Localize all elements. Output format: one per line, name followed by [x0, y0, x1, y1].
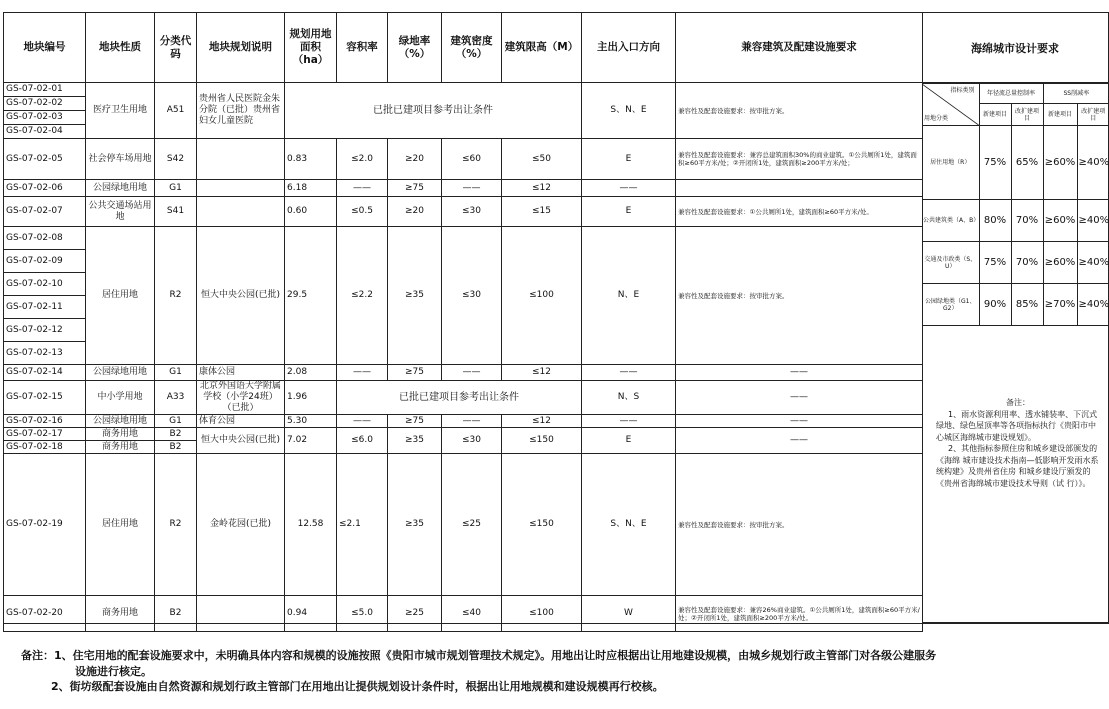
plot-id: GS-07-02-15 — [4, 381, 86, 415]
plot-nature: 公园绿地用地 — [86, 365, 155, 381]
sponge-notes — [936, 397, 1100, 489]
header-row — [4, 13, 923, 83]
plot-area: 12.58 — [285, 454, 337, 596]
approved-merged-cell: 已批已建项目参考出让条件 — [285, 83, 582, 139]
plot-code: G1 — [155, 415, 197, 428]
plot-area: 0.94 — [285, 596, 337, 632]
plot-desc — [197, 139, 285, 180]
sponge-value: 75% — [979, 242, 1011, 284]
plot-far: —— — [337, 415, 388, 428]
plot-far: ≤2.0 — [337, 139, 388, 180]
sponge-value: ≥60% — [1043, 126, 1077, 200]
new-project-header: 新建项目 — [979, 104, 1011, 126]
col-header: 主出入口方向 — [582, 13, 676, 83]
plot-id: GS-07-02-05 — [4, 139, 86, 180]
plot-code: G1 — [155, 365, 197, 381]
plot-id: GS-07-02-19 — [4, 454, 86, 596]
sponge-row-label: 居住用地（R） — [922, 126, 979, 200]
plot-far: ≤2.2 — [337, 227, 388, 365]
plot-compat — [676, 180, 923, 197]
sponge-row — [922, 200, 1109, 242]
plot-direction: —— — [582, 365, 676, 381]
table-row — [4, 83, 923, 97]
plot-id: GS-07-02-07 — [4, 197, 86, 227]
indicator-label: 指标类别 — [950, 87, 975, 94]
plot-height: ≤100 — [502, 227, 582, 365]
plot-id: GS-07-02-20 — [4, 596, 86, 632]
table-row — [4, 381, 923, 415]
approved-merged-cell: 已批已建项目参考出让条件 — [337, 381, 582, 415]
col-header: 地块规划说明 — [197, 13, 285, 83]
plot-desc — [197, 180, 285, 197]
plot-far: —— — [337, 180, 388, 197]
sponge-row — [922, 242, 1109, 284]
sponge-row-label: 公共建筑类（A、B） — [922, 200, 979, 242]
plot-density: ≤30 — [442, 227, 502, 365]
plot-direction: —— — [582, 415, 676, 428]
plot-far: —— — [337, 365, 388, 381]
plot-density: ≤25 — [442, 454, 502, 596]
plot-compat: 兼容性及配套设施要求：①公共厕所1处，建筑面积≥60平方米/处。 — [676, 197, 923, 227]
table-row — [4, 139, 923, 180]
plot-id: GS-07-02-17 — [4, 428, 86, 441]
plot-nature: 社会停车场用地 — [86, 139, 155, 180]
diagonal-header-cell — [922, 84, 979, 126]
plot-nature: 中小学用地 — [86, 381, 155, 415]
plot-compat: —— — [676, 365, 923, 381]
plot-id: GS-07-02-11 — [4, 296, 86, 319]
plot-direction: S、N、E — [582, 454, 676, 596]
plot-far: ≤0.5 — [337, 197, 388, 227]
table-row — [4, 180, 923, 197]
sponge-value: 65% — [1011, 126, 1043, 200]
sponge-value: ≥70% — [1043, 284, 1077, 326]
plot-area: 1.96 — [285, 381, 337, 415]
ss-header: SS削减率 — [1043, 84, 1109, 104]
col-header: 建筑限高（M） — [502, 13, 582, 83]
plot-id: GS-07-02-01 — [4, 83, 86, 97]
plot-nature: 商务用地 — [86, 428, 155, 441]
plot-height: ≤50 — [502, 139, 582, 180]
plot-green: ≥20 — [388, 197, 442, 227]
sponge-header-row — [922, 84, 1109, 104]
plot-area: 6.18 — [285, 180, 337, 197]
plot-compat: 兼容性及配套设施要求：按审批方案。 — [676, 454, 923, 596]
plot-area: 5.30 — [285, 415, 337, 428]
plot-area: 0.83 — [285, 139, 337, 180]
plot-area: 2.08 — [285, 365, 337, 381]
plot-compat: —— — [676, 428, 923, 454]
plot-green: ≥35 — [388, 227, 442, 365]
plot-area: 29.5 — [285, 227, 337, 365]
plot-id: GS-07-02-10 — [4, 273, 86, 296]
plot-direction: N、E — [582, 227, 676, 365]
plot-nature: 医疗卫生用地 — [86, 83, 155, 139]
plot-id: GS-07-02-13 — [4, 342, 86, 365]
plot-far: ≤5.0 — [337, 596, 388, 632]
plot-direction: E — [582, 139, 676, 180]
plot-area: 7.02 — [285, 428, 337, 454]
plot-id: GS-07-02-18 — [4, 441, 86, 454]
plot-compat: 兼容性及配套设施要求：兼容26%商业建筑。①公共厕所1处，建筑面积≥60平方米/处；②开闭所1处，建筑面积≥200平方米/处。 — [676, 596, 923, 632]
table-row — [4, 365, 923, 381]
sponge-value: ≥60% — [1043, 242, 1077, 284]
sponge-value: 70% — [1011, 242, 1043, 284]
plot-density: ≤30 — [442, 428, 502, 454]
plot-desc: 金岭花园(已批) — [197, 454, 285, 596]
plot-desc: 贵州省人民医院金朱分院（已批）贵州省妇女儿童医院 — [197, 83, 285, 139]
plot-compat: —— — [676, 415, 923, 428]
plot-id: GS-07-02-06 — [4, 180, 86, 197]
plot-nature: 公共交通场站用地 — [86, 197, 155, 227]
plot-id: GS-07-02-14 — [4, 365, 86, 381]
plot-compat: 兼容性及配套设施要求：按审批方案。 — [676, 227, 923, 365]
sponge-note-2: 2、其他指标参照住房和城乡建设部颁发的《海绵 城市建设技术指南—低影响开发雨水系统构建》及贵州省住房 和城乡建设厅颁发的《贵州省海绵城市建设技术导则（试 行）》。 — [936, 444, 1099, 488]
plot-code: S42 — [155, 139, 197, 180]
note-line-1: 备注：1、住宅用地的配套设施要求中，未明确具体内容和规模的设施按照《贵阳市城市规划管理技术规定》。用地出让时应根据出让用地建设规模，由城乡规划行政主管部门对各级公建服务 — [21, 649, 937, 662]
sponge-value: 85% — [1011, 284, 1043, 326]
plot-density: ≤30 — [442, 197, 502, 227]
plot-direction: W — [582, 596, 676, 632]
plot-code: B2 — [155, 441, 197, 454]
plot-compat: —— — [676, 381, 923, 415]
plot-density: ≤40 — [442, 596, 502, 632]
plot-far: ≤2.1 — [337, 454, 388, 596]
table-row — [4, 415, 923, 428]
sponge-row-label: 公园绿地类（G1、G2） — [922, 284, 979, 326]
col-header: 规划用地面积（ha） — [285, 13, 337, 83]
plot-code: B2 — [155, 428, 197, 441]
plot-code: A51 — [155, 83, 197, 139]
plot-green: ≥75 — [388, 365, 442, 381]
sponge-row — [922, 284, 1109, 326]
plot-id: GS-07-02-02 — [4, 97, 86, 111]
plot-green: ≥25 — [388, 596, 442, 632]
plot-desc: 体育公园 — [197, 415, 285, 428]
sponge-title: 海绵城市设计要求 — [922, 13, 1108, 83]
plot-compat: 兼容性及配套设施要求：按审批方案。 — [676, 83, 923, 139]
plot-density: ≤60 — [442, 139, 502, 180]
plot-direction: S、N、E — [582, 83, 676, 139]
plot-direction: E — [582, 197, 676, 227]
plot-id: GS-07-02-03 — [4, 111, 86, 125]
plot-desc: 恒大中央公园(已批) — [197, 428, 285, 454]
runoff-header: 年径流总量控制率 — [979, 84, 1043, 104]
plot-code: A33 — [155, 381, 197, 415]
plot-direction: N、S — [582, 381, 676, 415]
plot-desc: 北京外国语大学附属学校（小学24班）（已批） — [197, 381, 285, 415]
plot-density: —— — [442, 365, 502, 381]
plot-code: S41 — [155, 197, 197, 227]
table-row — [4, 197, 923, 227]
plot-density: —— — [442, 415, 502, 428]
plot-nature: 公园绿地用地 — [86, 180, 155, 197]
plot-code: R2 — [155, 454, 197, 596]
plot-green: ≥35 — [388, 428, 442, 454]
col-header: 地块性质 — [86, 13, 155, 83]
note-line-2: 设施进行核定。 — [75, 664, 152, 678]
plot-desc: 康体公园 — [197, 365, 285, 381]
plot-code: R2 — [155, 227, 197, 365]
retrofit-header: 改扩建项目 — [1011, 104, 1043, 126]
table-row — [4, 428, 923, 441]
retrofit-header: 改扩建项目 — [1077, 104, 1109, 126]
sponge-city-panel — [922, 12, 1109, 623]
plot-green: ≥75 — [388, 180, 442, 197]
sponge-value: ≥40% — [1077, 284, 1109, 326]
plot-green: ≥35 — [388, 454, 442, 596]
table-row — [4, 454, 923, 596]
sponge-value: 80% — [979, 200, 1011, 242]
plot-id: GS-07-02-16 — [4, 415, 86, 428]
plot-green: ≥75 — [388, 415, 442, 428]
landuse-label: 用地分类 — [924, 115, 949, 122]
sponge-value: ≥40% — [1077, 126, 1109, 200]
col-header: 地块编号 — [4, 13, 86, 83]
plot-id: GS-07-02-09 — [4, 250, 86, 273]
plot-height: ≤12 — [502, 365, 582, 381]
sponge-row — [922, 126, 1109, 200]
plot-height: ≤150 — [502, 454, 582, 596]
sponge-value: ≥60% — [1043, 200, 1077, 242]
plot-far: ≤6.0 — [337, 428, 388, 454]
plot-height: ≤12 — [502, 415, 582, 428]
col-header: 建筑密度（%） — [442, 13, 502, 83]
plot-height: ≤100 — [502, 596, 582, 632]
sponge-value: 75% — [979, 126, 1011, 200]
new-project-header: 新建项目 — [1043, 104, 1077, 126]
land-plot-table — [3, 12, 923, 632]
sponge-value: 70% — [1011, 200, 1043, 242]
sponge-table — [922, 83, 1109, 326]
plot-nature: 公园绿地用地 — [86, 415, 155, 428]
plot-height: ≤12 — [502, 180, 582, 197]
col-header: 容积率 — [337, 13, 388, 83]
plot-height: ≤15 — [502, 197, 582, 227]
sponge-note-title: 备注： — [1006, 398, 1030, 407]
bottom-notes — [3, 623, 1109, 709]
plot-nature: 居住用地 — [86, 227, 155, 365]
plot-id: GS-07-02-04 — [4, 125, 86, 139]
plot-desc: 恒大中央公园(已批) — [197, 227, 285, 365]
plot-direction: —— — [582, 180, 676, 197]
plot-direction: E — [582, 428, 676, 454]
col-header: 绿地率（%） — [388, 13, 442, 83]
sponge-value: ≥40% — [1077, 200, 1109, 242]
plot-compat: 兼容性及配套设施要求：兼容总建筑面积30%的商业建筑。①公共厕所1处，建筑面积≥60平方米/处；②开闭所1处，建筑面积≥200平方米/处； — [676, 139, 923, 180]
col-header: 兼容建筑及配建设施要求 — [676, 13, 923, 83]
plot-nature: 商务用地 — [86, 596, 155, 632]
plot-id: GS-07-02-08 — [4, 227, 86, 250]
plot-id: GS-07-02-12 — [4, 319, 86, 342]
note-line-3: 2、街坊级配套设施由自然资源和规划行政主管部门在用地出让提供规划设计条件时，根据出让用地规模和建设规模再行校核。 — [51, 680, 664, 693]
plot-height: ≤150 — [502, 428, 582, 454]
sponge-row-label: 交通及市政类（S、U） — [922, 242, 979, 284]
col-header: 分类代码 — [155, 13, 197, 83]
table-row — [4, 227, 923, 250]
plot-nature: 居住用地 — [86, 454, 155, 596]
plot-code: G1 — [155, 180, 197, 197]
plot-code: B2 — [155, 596, 197, 632]
plot-desc — [197, 197, 285, 227]
plot-density: —— — [442, 180, 502, 197]
plot-area: 0.60 — [285, 197, 337, 227]
plot-nature: 商务用地 — [86, 441, 155, 454]
plot-green: ≥20 — [388, 139, 442, 180]
sponge-value: 90% — [979, 284, 1011, 326]
sponge-note-1: 1、雨水资源利用率、透水铺装率、下沉式绿地、绿色屋顶率等各项指标执行《贵阳市中心城区海绵城市建设规划》。 — [936, 409, 1098, 442]
sponge-value: ≥40% — [1077, 242, 1109, 284]
